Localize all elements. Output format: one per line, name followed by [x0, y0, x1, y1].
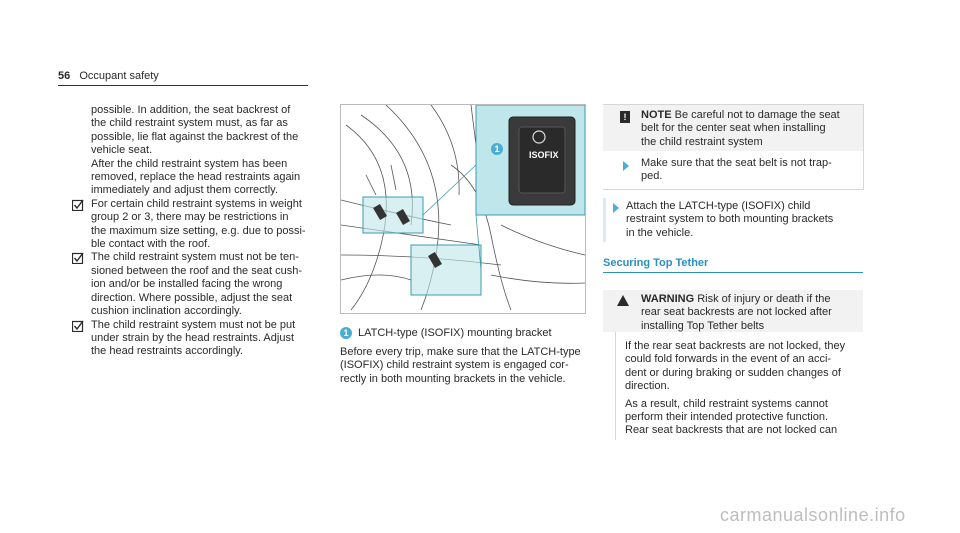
- text-line: Risk of injury or death if the: [697, 293, 831, 305]
- check-item: [58, 198, 323, 252]
- text-line: ped.: [641, 170, 663, 183]
- text-line: The child restraint system must not be ten-: [91, 251, 299, 264]
- action-text: [626, 200, 856, 240]
- warning-divider: [615, 332, 616, 440]
- step-arrow-icon: [623, 161, 629, 171]
- text-line: perform their intended protective function.: [625, 411, 829, 424]
- text-line: rear seat backrests are not locked after: [641, 306, 832, 319]
- checkbox-icon: [72, 320, 84, 332]
- text-line: the child restraint system: [641, 135, 763, 148]
- exclamation-icon: !: [620, 111, 630, 123]
- step-arrow-icon: [613, 203, 619, 213]
- text-line: dent or during braking or sudden changes of: [625, 366, 841, 379]
- warning-triangle-icon: [617, 295, 629, 306]
- text-line: If the rear seat backrests are not locked, they: [625, 340, 846, 352]
- column-1: [58, 104, 323, 359]
- figure-caption: [340, 327, 552, 339]
- callout-marker: 1: [491, 143, 503, 155]
- warning-label: WARNING: [641, 293, 695, 305]
- seat-drawing: [341, 105, 585, 313]
- text-line: installing Top Tether belts: [641, 319, 765, 332]
- text-line: Rear seat backrests that are not locked can: [625, 424, 838, 437]
- isofix-illustration: [340, 104, 586, 314]
- note-box: [603, 104, 864, 190]
- text-line: The child restraint system must not be put: [91, 318, 296, 331]
- checkbox-icon: [72, 199, 84, 211]
- text-line: under strain by the head restraints. Adjust: [91, 331, 295, 344]
- text-line: For certain child restraint systems in weight: [91, 197, 302, 210]
- figure-text: [340, 346, 590, 386]
- text-line: rectly in both mounting brackets in the vehicle.: [340, 372, 566, 385]
- note-label: NOTE: [641, 109, 672, 121]
- text-line: removed, replace the head restraints again: [91, 171, 301, 184]
- text-line: possible, lie flat against the backrest of the: [91, 130, 299, 143]
- text-line: direction. Where possible, adjust the seat: [91, 291, 293, 304]
- paragraph: [625, 340, 857, 394]
- callout-marker: 1: [340, 327, 352, 339]
- section-divider: [603, 272, 863, 273]
- action-bar: [603, 198, 606, 242]
- text-line: belt for the center seat when installing: [641, 122, 826, 135]
- text-line: the head restraints accordingly.: [91, 345, 244, 358]
- header-divider: [58, 85, 308, 86]
- check-item: [58, 251, 323, 318]
- intro-text: [91, 104, 323, 198]
- page-number: 56: [58, 70, 71, 82]
- checkbox-icon: [72, 252, 84, 264]
- check-item: [58, 319, 323, 359]
- section-name: Occupant safety: [79, 70, 159, 82]
- text-line: As a result, child restraint systems cannot: [625, 397, 828, 410]
- text-line: direction.: [625, 380, 670, 393]
- text-line: Make sure that the seat belt is not trap-: [641, 157, 832, 169]
- text-line: possible. In addition, the seat backrest of: [91, 104, 291, 116]
- caption-text: LATCH-type (ISOFIX) mounting bracket: [358, 327, 552, 339]
- text-line: the child restraint system must, as far as: [91, 117, 288, 130]
- text-line: Attach the LATCH-type (ISOFIX) child: [626, 200, 811, 212]
- text-line: the maximum size setting, e.g. due to possi-: [91, 224, 306, 237]
- text-line: Before every trip, make sure that the LATCH-type: [340, 346, 581, 358]
- note-step: [641, 157, 856, 184]
- text-line: vehicle seat.: [91, 144, 153, 157]
- note-text: [641, 109, 856, 149]
- text-line: restraint system to both mounting brackets: [626, 213, 834, 226]
- isofix-label: ISOFIX: [529, 150, 559, 160]
- paragraph: [625, 398, 857, 438]
- text-line: immediately and adjust them correctly.: [91, 184, 278, 197]
- text-line: sioned between the roof and the seat cush-: [91, 264, 302, 277]
- warning-box: [603, 290, 863, 440]
- text-line: Be careful not to damage the seat: [674, 109, 840, 121]
- text-line: group 2 or 3, there may be restrictions in: [91, 211, 289, 224]
- text-line: cushion inclination accordingly.: [91, 305, 242, 318]
- text-line: ion and/or be installed facing the wrong: [91, 278, 283, 291]
- watermark: carmanualsonline.info: [720, 505, 906, 525]
- warning-body: [625, 340, 857, 442]
- text-line: ble contact with the roof.: [91, 238, 211, 251]
- text-line: After the child restraint system has been: [91, 157, 288, 170]
- text-line: could fold forwards in the event of an acci-: [625, 353, 832, 366]
- text-line: in the vehicle.: [626, 226, 694, 239]
- text-line: (ISOFIX) child restraint system is engaged cor-: [340, 359, 569, 372]
- page-header: [58, 70, 159, 82]
- warning-title: [641, 293, 856, 333]
- section-title: Securing Top Tether: [603, 257, 709, 269]
